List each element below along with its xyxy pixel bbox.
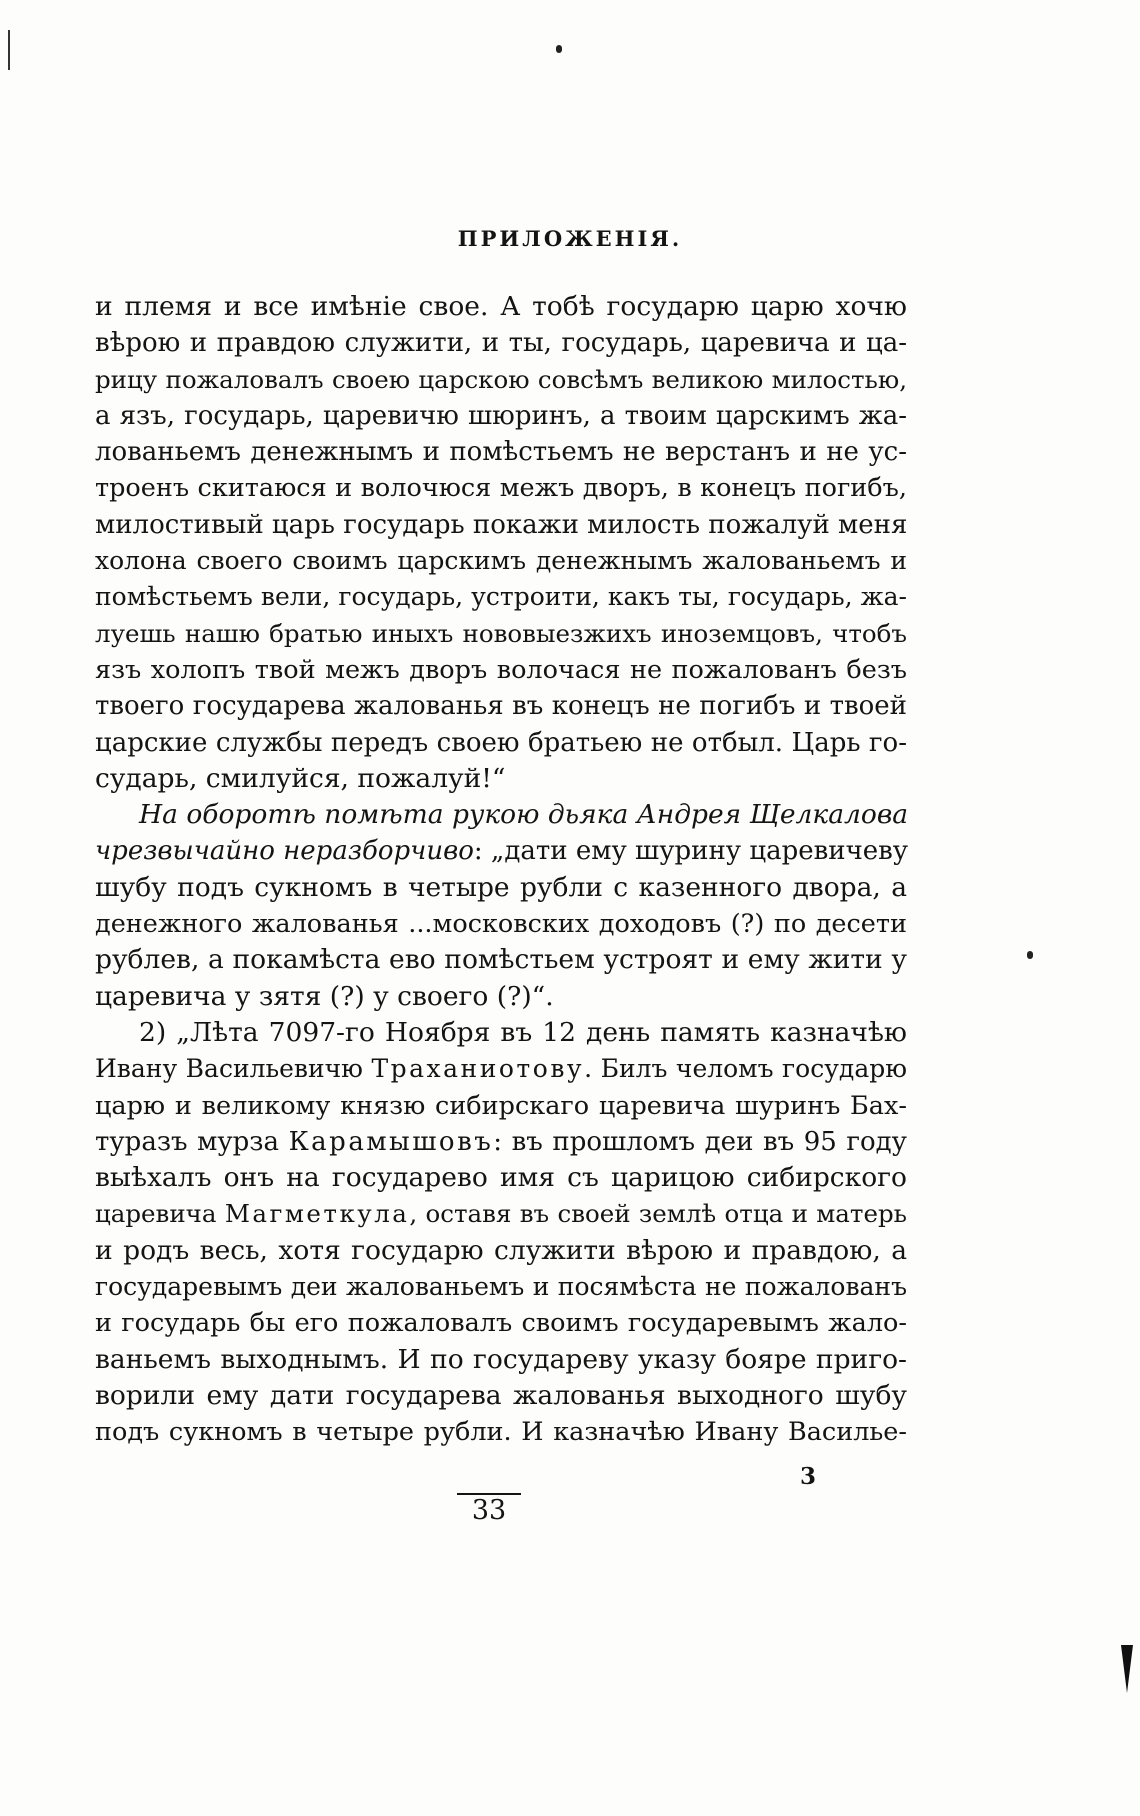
paragraph-memorandum <box>95 1015 907 1451</box>
scan-edge-mark <box>1121 1645 1133 1693</box>
page-text <box>95 289 907 1451</box>
text-line: и государь бы его пожаловалъ своимъ государевымъ жало- <box>95 1308 907 1339</box>
text-line: царские службы передъ своею братьею не отбыл. Царь го- <box>95 727 907 758</box>
text-line: подъ сукномъ в четыре рубли. И казначѣю Ивану Василье- <box>95 1417 907 1448</box>
text-line: ворили ему дати государева жалованья выходного шубу <box>95 1379 907 1411</box>
running-header: ПРИЛОЖЕНІЯ. <box>457 226 683 251</box>
text-run: : „дати ему шурину царевичеву <box>473 836 909 867</box>
text-line <box>95 1196 907 1232</box>
text-line: царю и великому князю сибирскаго царевича шуринъ Бах- <box>95 1090 907 1121</box>
text-line: помѣстьемъ вели, государь, устроити, какъ ты, государь, жа- <box>95 582 907 612</box>
text-run: туразъ мурза <box>95 1126 289 1157</box>
text-line: ваньемъ выходнымъ. И по государеву указу бояре приго- <box>95 1343 907 1375</box>
spaced-name: Траханиотову <box>371 1054 585 1084</box>
text-line: а язъ, государь, царевичю шюринъ, а твоим царскимъ жа- <box>95 400 907 431</box>
text-line: твоего государева жалованья въ конецъ не погибъ и твоей <box>95 691 907 722</box>
text-line: вѣрою и правдою служити, и ты, государь, царевича и ца- <box>95 328 907 359</box>
text-run: царевича <box>95 1199 225 1229</box>
spaced-name: Карамышовъ <box>288 1126 494 1157</box>
text-line: лованьемъ денежнымъ и помѣстьемъ не верстанъ и не ус- <box>95 437 907 468</box>
text-line-italic: На оборотѣ помѣта рукою дьяка Андрея Щелкалова <box>139 799 909 831</box>
text-line: 2) „Лѣта 7097-го Ноября въ 12 день память казначѣю <box>139 1016 907 1048</box>
text-line <box>95 833 907 869</box>
text-line: язъ холопъ твой межъ дворъ волочася не пожалованъ безъ <box>95 654 907 685</box>
text-line: луешь нашю братью иныхъ нововыезжихъ иноземцовъ, чтобъ <box>95 618 907 648</box>
ink-dot <box>1027 951 1033 959</box>
text-line: государевымъ деи жалованьемъ и посямѣста не пожалованъ <box>95 1272 907 1302</box>
text-line: выѣхалъ онъ на государево имя съ царицою сибирского <box>95 1162 907 1194</box>
paragraph-petition <box>95 289 907 797</box>
text-line: царевича у зятя (?) у своего (?)“. <box>95 980 554 1012</box>
text-line <box>95 1124 907 1160</box>
text-line: милостивый царь государь покажи милость пожалуй меня <box>95 509 908 540</box>
ink-dot <box>556 45 562 53</box>
text-line: денежного жалованья ...московских доходовъ (?) по десети <box>95 909 907 940</box>
italic-phrase: чрезвычайно неразборчиво <box>95 836 474 867</box>
text-line: и племя и все имѣніе свое. А тобѣ государю царю хочю <box>95 291 907 322</box>
text-line <box>95 1051 907 1087</box>
paragraph-annotation <box>95 797 907 1015</box>
text-line: и родъ весь, хотя государю служити вѣрою и правдою, а <box>95 1234 907 1266</box>
scan-edge-mark <box>8 30 10 70</box>
text-run: : въ прошломъ деи въ 95 году <box>493 1126 907 1157</box>
text-line: троенъ скитаюся и волочюся межъ дворъ, в конецъ погибъ, <box>95 473 907 504</box>
text-line: шубу подъ сукномъ в четыре рубли с казенного двора, а <box>95 871 907 903</box>
text-line: холона своего своимъ царскимъ денежнымъ жалованьемъ и <box>95 546 907 576</box>
page-number: 33 <box>471 1495 507 1526</box>
spaced-name: Магметкула <box>224 1199 410 1229</box>
text-run: . Билъ челомъ государю <box>584 1054 907 1084</box>
text-run: , оставя въ своей землѣ отца и матерь <box>409 1199 907 1229</box>
text-run: Ивану Васильевичю <box>95 1054 372 1084</box>
text-line: рублев, а покамѣста ево помѣстьем устроят и ему жити у <box>95 944 907 976</box>
text-line: сударь, смилуйся, пожалуй!“ <box>95 762 506 794</box>
signature-mark: 3 <box>800 1463 817 1490</box>
text-line: рицу пожаловалъ своею царскою совсѣмъ великою милостью, <box>95 364 907 394</box>
